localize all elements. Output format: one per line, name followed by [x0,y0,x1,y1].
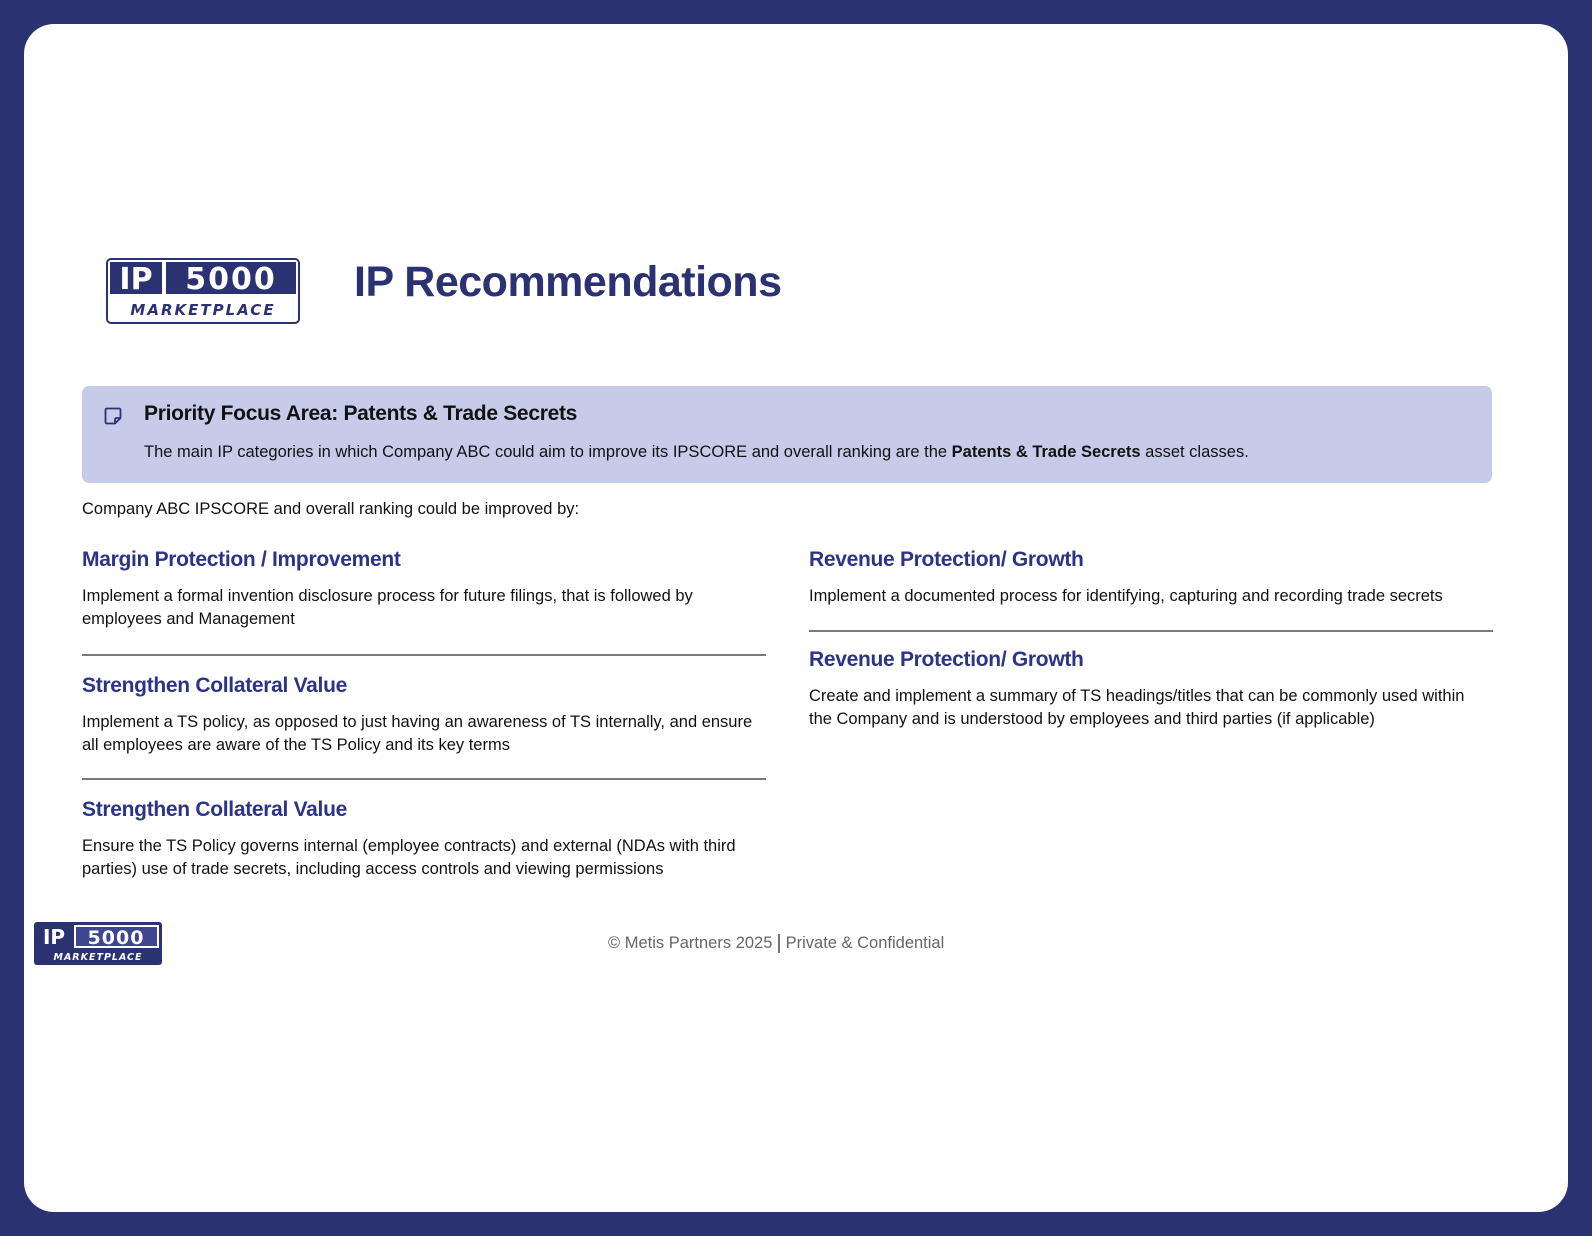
divider [82,654,766,656]
footer-logo [34,922,162,965]
divider [809,630,1493,632]
recommendation-item [82,546,768,654]
recommendations-left-column [82,546,768,881]
callout-title: Priority Focus Area: Patents & Trade Secrets [144,402,578,425]
recommendation-item [809,646,1495,731]
logo-number-text: 5000 [185,262,277,297]
recommendation-heading: Margin Protection / Improvement [82,548,401,571]
logo-marketplace-text: MARKETPLACE [130,301,276,319]
recommendation-item [809,546,1495,630]
recommendation-body: Ensure the TS Policy governs internal (employee contracts) and external (NDAs with third parties) use of trade secrets, including access controls and viewing permissions [82,837,736,878]
document-page [24,24,1568,1212]
intro-text: Company ABC IPSCORE and overall ranking could be improved by: [82,500,580,518]
recommendation-heading: Revenue Protection/ Growth [809,648,1084,671]
callout-body-emphasis: Patents & Trade Secrets [951,443,1141,461]
recommendation-body: Implement a formal invention disclosure process for future filings, that is followed by employees and Management [82,587,693,628]
note-icon [104,407,122,425]
callout-body-end: asset classes. [1140,443,1249,461]
footer-logo-marketplace-text: MARKETPLACE [53,952,143,963]
footer-confidential: Private & Confidential [785,934,945,952]
recommendation-body: Create and implement a summary of TS headings/titles that can be commonly used within the Company and is understood by employees and third parties (if applicable) [809,687,1465,728]
priority-focus-callout [82,386,1492,483]
recommendation-item [82,672,768,778]
callout-body [144,443,1249,462]
recommendation-body: Implement a TS policy, as opposed to just having an awareness of TS internally, and ensure all employees are aware of the TS Policy and its key terms [82,713,753,754]
footer-text [608,932,944,955]
recommendation-heading: Strengthen Collateral Value [82,798,347,821]
divider [82,778,766,780]
logo-ip-text: IP [119,262,153,297]
recommendation-heading: Revenue Protection/ Growth [809,548,1084,571]
callout-body-text: The main IP categories in which Company ABC could aim to improve its IPSCORE and overall ranking are the [144,443,952,461]
page-title: IP Recommendations [354,258,782,306]
ip5000-marketplace-logo [106,258,300,324]
footer-separator: | [776,932,782,954]
recommendation-item [82,796,768,881]
recommendation-heading: Strengthen Collateral Value [82,674,347,697]
footer-logo-ip-text: IP [42,925,66,949]
recommendation-body: Implement a documented process for identifying, capturing and recording trade secrets [809,587,1443,605]
footer-logo-number-text: 5000 [87,927,145,949]
footer-copyright: © Metis Partners 2025 [608,934,773,952]
recommendations-right-column [809,546,1495,731]
